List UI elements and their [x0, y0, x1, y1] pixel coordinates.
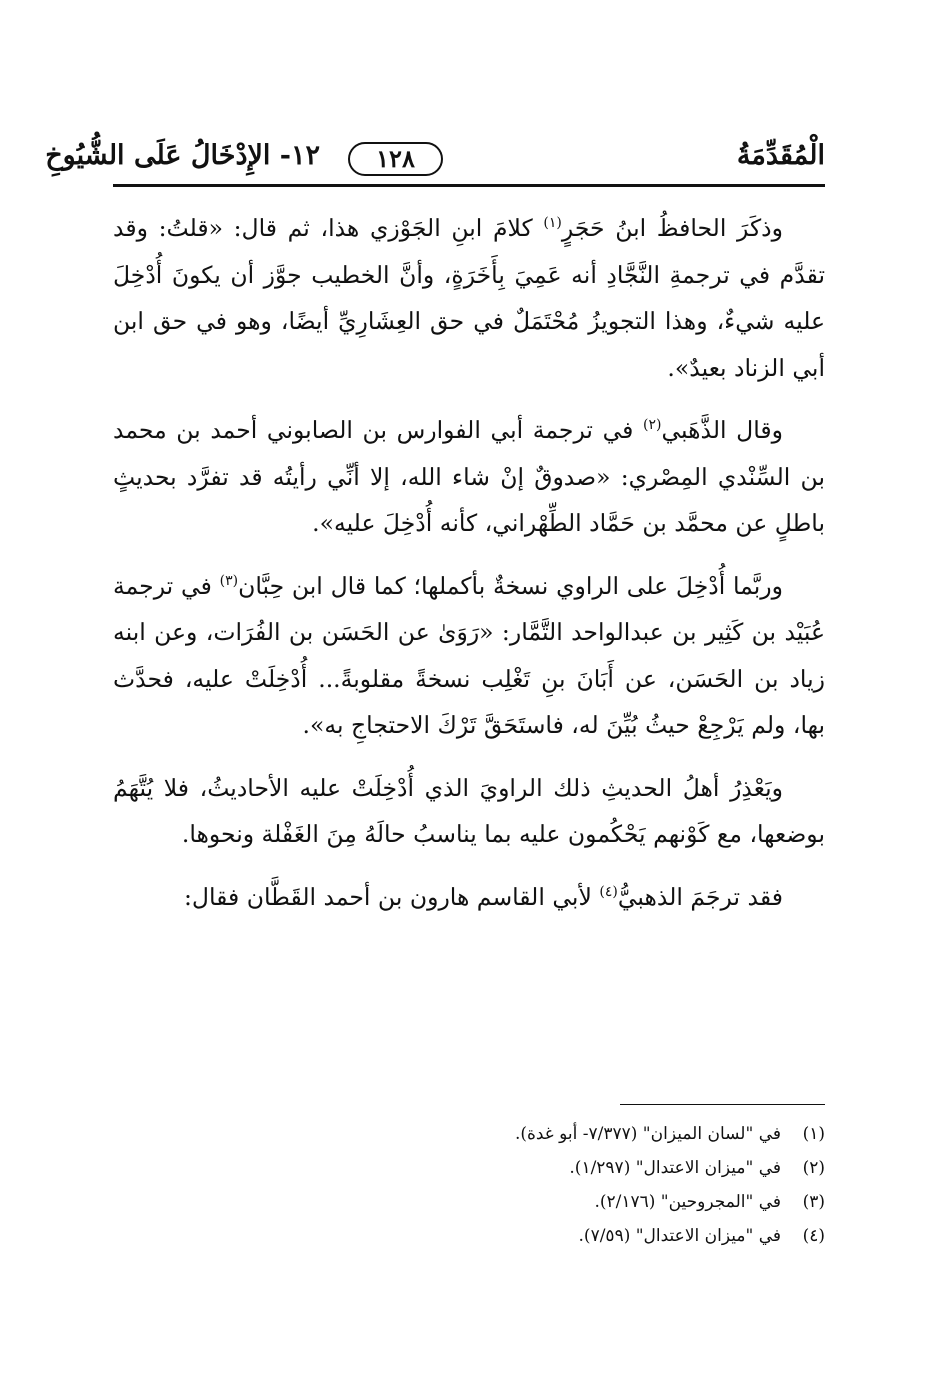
chapter-title: ١٢- الإِدْخَالُ عَلَى الشُّيُوخِ — [45, 140, 320, 171]
paragraph — [113, 765, 825, 858]
footnote-text: في "ميزان الاعتدال" (٧/٥٩). — [578, 1226, 781, 1246]
footnote-number: (١) — [802, 1124, 825, 1144]
footnotes — [300, 1117, 825, 1253]
paragraph — [113, 874, 825, 921]
footnote-number: (٣) — [802, 1192, 825, 1212]
footnote-separator — [620, 1104, 825, 1105]
footnote-ref: (٢) — [643, 417, 662, 434]
page-header — [45, 138, 825, 190]
footnote-item — [300, 1117, 825, 1151]
paragraph-text: فقد ترجَمَ الذهبيُّ — [617, 882, 783, 911]
paragraph-text: وربَّما أُدْخِلَ على الراوي نسخةٌ بأكملها؛ كما قال ابن حِبَّان — [238, 571, 784, 600]
footnote-number: (٤) — [802, 1226, 825, 1246]
footnote-item — [300, 1151, 825, 1185]
footnote-item — [300, 1185, 825, 1219]
paragraph-text: ويَعْذِرُ أهلُ الحديثِ ذلك الراويَ الذي أُدْخِلَتْ عليه الأحاديثُ، فلا يُتَّهَمُ بوضعها، مع كَوْنهم يَحْكُمون عليه بما يناسبُ حالَهُ مِنَ الغَفْلة ونحوها. — [113, 773, 825, 848]
footnote-number: (٢) — [802, 1158, 825, 1178]
footnote-item — [300, 1219, 825, 1253]
footnote-ref: (٣) — [219, 572, 239, 589]
paragraph — [113, 407, 825, 547]
book-title: الْمُقَدِّمَةُ — [736, 140, 825, 171]
header-rule — [113, 184, 825, 187]
footnote-text: في "ميزان الاعتدال" (١/٢٩٧). — [569, 1158, 781, 1178]
footnote-text: في "لسان الميزان" (٧/٣٧٧- أبو غدة). — [514, 1124, 781, 1144]
paragraph — [113, 205, 825, 391]
paragraph-text: لأبي القاسم هارون بن أحمد القَطَّان فقال: — [184, 882, 600, 911]
paragraph-text: في ترجمة عُبَيْد بن كَثِير بن عبدالواحد التَّمَّار: «رَوَىٰ عن الحَسَن بن الفُرَات، وعن ابنه زياد بن الحَسَن، عن أَبَانَ بنِ تَغْلِب نسخةً مقلوبةً... أُدْخِلَتْ عليه، فحدَّث بها، ولم يَرْجِعْ حيثُ بُيِّنَ له، فاستَحَقَّ تَرْكَ الاحتجاجِ به». — [113, 571, 825, 739]
page-number-badge: ١٢٨ — [348, 142, 443, 176]
paragraph-text: في ترجمة أبي الفوارس بن الصابوني أحمد بن محمد بن السِّنْدي المِصْري: «صدوقٌ إنْ شاء الله، إلا أنِّي رأيتُه قد تفرَّد بحديثٍ باطلٍ عن محمَّد بن حَمَّاد الطِّهْراني، كأنه أُدْخِلَ عليه». — [113, 416, 825, 537]
footnote-text: في "المجروحين" (٢/١٧٦). — [594, 1192, 781, 1212]
paragraph-text: كلامَ ابنِ الجَوْزي هذا، ثم قال: «قلتُ: وقد تقدَّم في ترجمةِ النَّجَّادِ أنه عَمِيَ بِأَخَرَةٍ، وأنَّ الخطيب جوَّز أن يكونَ أُدْخِلَ عليه شيءٌ، وهذا التجويزُ مُحْتَمَلٌ في حق العِشَارِيِّ أيضًا، وهو في حق ابن أبي الزناد بعيدٌ». — [113, 214, 825, 382]
paragraph — [113, 563, 825, 749]
footnote-ref: (١) — [543, 215, 562, 232]
footnote-ref: (٤) — [599, 883, 618, 900]
paragraph-text: وذكَرَ الحافظُ ابنُ حَجَرٍ — [561, 214, 783, 242]
paragraph-text: وقال الذَّهَبي — [661, 416, 783, 444]
main-text — [113, 205, 825, 936]
